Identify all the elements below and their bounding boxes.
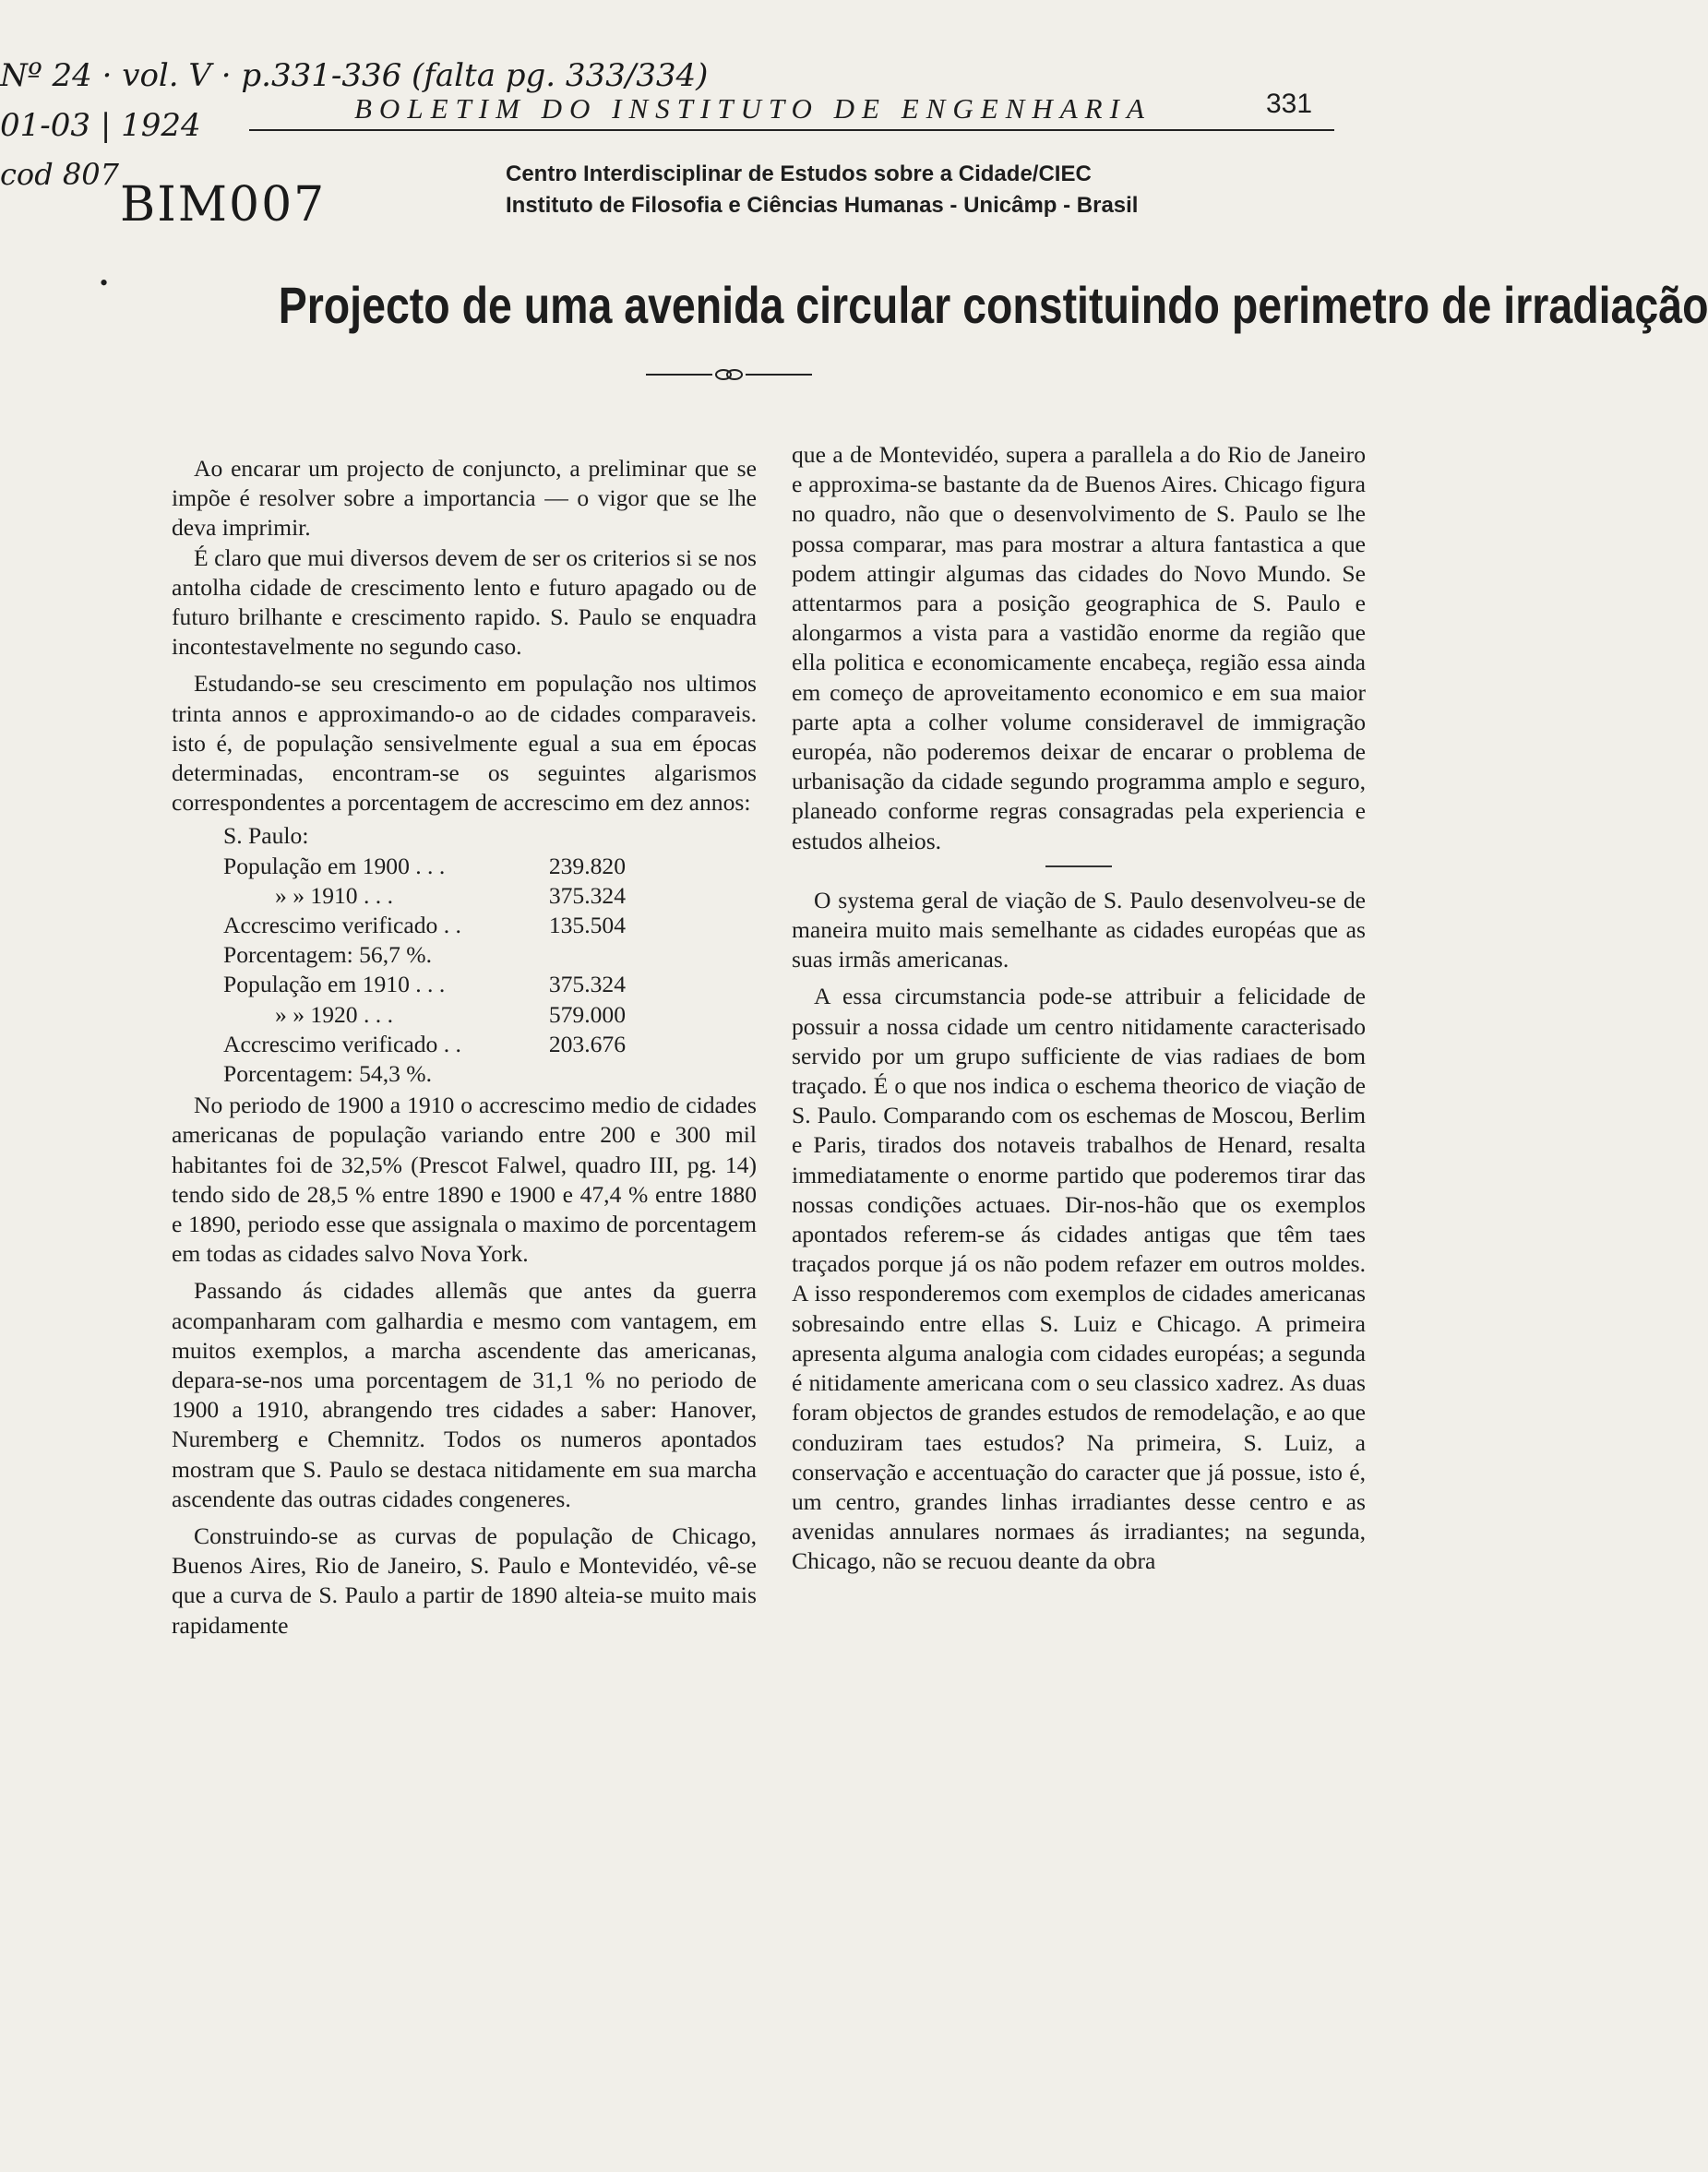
left-column	[172, 454, 757, 1641]
paragraph: É claro que mui diversos devem de ser os criterios si se nos antolha cidade de crescimento lento e futuro apagado ou de futuro brilhante e crescimento rapido. S. Paulo se enquadra incontestavelmente no segundo caso.	[172, 543, 757, 661]
running-header: BOLETIM DO INSTITUTO DE ENGENHARIA	[354, 92, 1152, 125]
paragraph: O systema geral de viação de S. Paulo desenvolveu-se de maneira muito mais semelhante as cidades européas que as suas irmãs americanas.	[792, 886, 1366, 973]
handwritten-catalog-id: BIM007	[120, 177, 327, 233]
title-ornament	[646, 365, 812, 384]
table-row: Porcentagem: 56,7 %.	[223, 941, 433, 969]
table-row: Porcentagem: 54,3 %.	[223, 1059, 433, 1087]
paragraph: A essa circumstancia pode-se attribuir a felicidade de possuir a nossa cidade um centro nitidamente caracterisado servido por um grupo sufficiente de vias radiaes de bom traçado. É o que nos indica o eschema theorico de viação de S. Paulo. Comparando com os eschemas de Moscou, Berlim e Paris, tirados dos notaveis trabalhos de Henard, resalta immediatamente o enorme partido que poderemos tirar das nossas condições actuaes. Dir-nos-hão que os exemplos apontados referem-se ás cidades antigas que têm taes traçados porque já os não podem refazer em outros moldes. A isso responderemos com exemplos de cidades americanas sobresaindo entre ellas S. Luiz e Chicago. A primeira apresenta alguma analogia com cidades européas; a segunda é nitidamente americana com o seu classico xadrez. As duas foram objectos de grandes estudos de remodelação, e ao que conduziram taes estudos? Na primeira, S. Luiz, a conservação e accentuação do caracter que já possue, isto é, um centro, grandes linhas irradiantes desse centro e as avenidas annulares normaes ás irradiantes; na segunda, Chicago, não se recuou deante da obra	[792, 983, 1366, 1575]
paragraph: que a de Montevidéo, supera a parallela a do Rio de Janeiro e approxima-se bastante da de Buenos Aires. Chicago figura no quadro, não que o desenvolvimento de S. Paulo se lhe possa comparar, mas para mostrar a altura fantastica a que podem attingir algumas das cidades do Novo Mundo. Se attentarmos para a posição geographica de S. Paulo e alongarmos a vista para a vastidão enorme da região que ella politica e economicamente encabeça, região essa ainda em começo de aproveitamento economico e em sua maior parte apta a colher volume consideravel de immigração européa, não poderemos deixar de encarar o problema de urbanisação da cidade segundo programma amplo e seguro, planeado conforme regras consagradas pela experiencia e estudos alheios.	[792, 441, 1366, 854]
institution-stamp	[506, 159, 1138, 221]
article-title: Projecto de uma avenida circular constituindo perimetro de irradiação	[278, 276, 1708, 334]
table-row: Accrescimo verificado . . 135.504	[223, 912, 626, 938]
stamp-line-2: Instituto de Filosofia e Ciências Humanas - Unicâmp - Brasil	[506, 193, 1139, 218]
paragraph: Ao encarar um projecto de conjuncto, a preliminar que se impõe é resolver sobre a importancia — o vigor que se lhe deva imprimir.	[172, 455, 757, 542]
table-row: » » 1910 . . . 375.324	[275, 881, 626, 909]
stamp-line-1: Centro Interdisciplinar de Estudos sobre a Cidade/CIEC	[506, 161, 1092, 186]
handwritten-code: cod 807	[0, 157, 119, 192]
handwritten-note: Nº 24 · vol. V · p.331-336 (falta pg. 333/334)	[0, 57, 709, 94]
paragraph: Construindo-se as curvas de população de Chicago, Buenos Aires, Rio de Janeiro, S. Paulo e Montevidéo, vê-se que a curva de S. Paulo a partir de 1890 alteia-se muito mais rapidamente	[172, 1522, 757, 1639]
population-table	[172, 821, 757, 1089]
page-number: 331	[1266, 89, 1313, 119]
section-separator	[1045, 865, 1112, 867]
table-row: População em 1900 . . . 239.820	[223, 852, 626, 879]
paragraph: Passando ás cidades allemãs que antes da guerra acompanharam com galhardia e mesmo com vantagem, em muitos exemplos, a marcha ascendente das americanas, depara-se-nos uma porcentagem de 31,1 % no periodo de 1900 a 1910, abrangendo tres cidades a saber: Hanover, Nuremberg e Chemnitz. Todos os numeros apontados mostram que S. Paulo se destaca nitidamente em sua marcha ascendente das outras cidades congeneres.	[172, 1277, 757, 1512]
header-rule	[249, 129, 1334, 131]
table-city-label: S. Paulo:	[223, 822, 309, 850]
paragraph: No periodo de 1900 a 1910 o accrescimo medio de cidades americanas de população variando entre 200 e 300 mil habitantes foi de 32,5% (Prescot Falwel, quadro III, pg. 14) tendo sido de 28,5 % entre 1890 e 1900 e 47,4 % entre 1880 e 1890, periodo esse que assignala o maximo de porcentagem em todas as cidades salvo Nova York.	[172, 1092, 757, 1268]
paragraph: Estudando-se seu crescimento em população nos ultimos trinta annos e approximando-o ao de cidades comparaveis. isto é, de população sensivelmente egual a sua em épocas determinadas, encontram-se os seguintes algarismos correspondentes a porcentagem de accrescimo em dez annos:	[172, 670, 757, 817]
right-column	[792, 440, 1366, 1577]
table-row: » » 1920 . . . 579.000	[275, 1000, 626, 1028]
table-row: Accrescimo verificado . . 203.676	[223, 1030, 626, 1057]
table-row: População em 1910 . . . 375.324	[223, 971, 626, 998]
handwritten-date: 01-03 | 1924	[0, 107, 201, 144]
margin-dot: •	[100, 269, 109, 296]
